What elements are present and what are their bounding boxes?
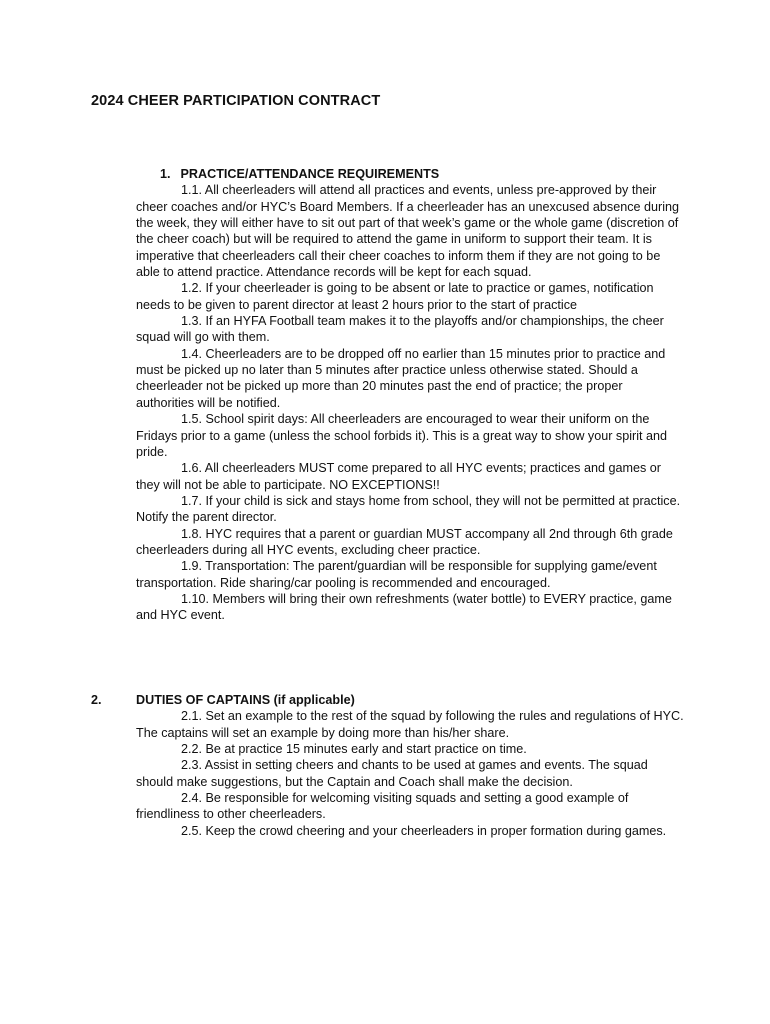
section-title: DUTIES OF CAPTAINS (if applicable) (136, 693, 355, 707)
clause-1-8: 1.8. HYC requires that a parent or guardian MUST accompany all 2nd through 6th grade cheerleaders during all HYC events, excluding cheer practice. (136, 526, 673, 557)
clause-2-4: 2.4. Be responsible for welcoming visiting squads and setting a good example of friendliness to other cheerleaders. (136, 791, 629, 822)
clause-2-2: 2.2. Be at practice 15 minutes early and start practice on time. (181, 742, 527, 757)
section-duties-of-captains (91, 692, 684, 839)
clause-1-4: 1.4. Cheerleaders are to be dropped off no earlier than 15 minutes prior to practice and must be picked up no later than 5 minutes after practice unless otherwise stated. Should a cheerleader not be picked up more than 20 minutes past the end of practice; the proper authorities will be notified. (136, 346, 666, 410)
clause-1-2: 1.2. If your cheerleader is going to be absent or late to practice or games, notification needs to be given to parent director at least 2 hours prior to the start of practice (136, 281, 654, 312)
clause-2-3: 2.3. Assist in setting cheers and chants to be used at games and events. The squad should make suggestions, but the Captain and Coach shall make the decision. (136, 758, 648, 789)
clause-1-3: 1.3. If an HYFA Football team makes it to the playoffs and/or championships, the cheer squad will go with them. (136, 314, 664, 345)
section-number: 1. (160, 167, 171, 181)
clause-1-5: 1.5. School spirit days: All cheerleaders are encouraged to wear their uniform on the Fridays prior to a game (unless the school forbids it). This is a great way to show your spirit and pride. (136, 412, 668, 459)
section-title: PRACTICE/ATTENDANCE REQUIREMENTS (180, 167, 440, 181)
clause-1-10: 1.10. Members will bring their own refreshments (water bottle) to EVERY practice, game and HYC event. (136, 591, 672, 623)
section-heading (136, 166, 684, 182)
document-title: 2024 CHEER PARTICIPATION CONTRACT (91, 93, 381, 109)
section-practice-attendance (136, 166, 684, 624)
clause-1-6: 1.6. All cheerleaders MUST come prepared to all HYC events; practices and games or they will not be able to participate. NO EXCEPTIONS!! (136, 461, 661, 492)
clause-2-5: 2.5. Keep the crowd cheering and your cheerleaders in proper formation during games. (181, 823, 667, 838)
clause-2-1: 2.1. Set an example to the rest of the squad by following the rules and regulations of HYC. The captains will set an example by doing more than his/her share. (136, 709, 684, 740)
clause-1-1: 1.1. All cheerleaders will attend all practices and events, unless pre-approved by their cheer coaches and/or HYC’s Board Members. If a cheerleader has an unexcused absence during the week, they will either have to sit out part of that week’s game or the whole game (discretion of the cheer coach) but will be required to attend the game in uniform to support their team. It is imperative that cheerleaders call their cheer coaches to inform them if they are not going to be able to attend practice. Attendance records will be kept for each squad. (136, 183, 680, 280)
section-number: 2. (91, 693, 102, 707)
clause-1-7: 1.7. If your child is sick and stays home from school, they will not be permitted at practice. Notify the parent director. (136, 493, 681, 525)
section-heading (91, 692, 684, 708)
clause-1-9: 1.9. Transportation: The parent/guardian will be responsible for supplying game/event transportation. Ride sharing/car pooling is recommended and encouraged. (136, 559, 657, 590)
